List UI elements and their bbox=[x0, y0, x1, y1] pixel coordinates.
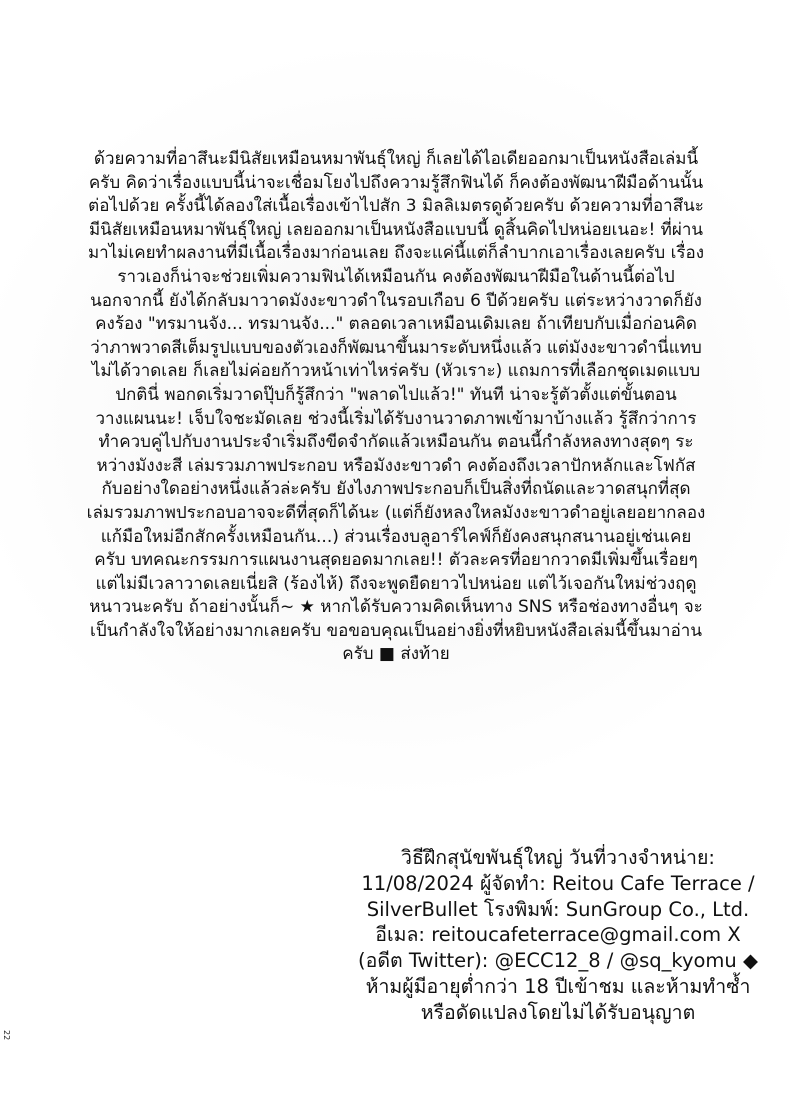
afterword-text: ด้วยความที่อาสึนะมีนิสัยเหมือนหมาพันธุ์ใหญ่ ก็เลยได้ไอเดียออกมาเป็นหนังสือเล่มนี้ครับ คิดว่าเรื่องแบบนี้น่าจะเชื่อมโยงไปถึงความรู้สึกฟินได้ ก็คงต้องพัฒนาฝีมือด้านนั้นต่อไปด้วย ครั้งนี้ได้ลองใส่เนื้อเรื่องเข้าไปสัก 3 มิลลิเมตรดูด้วยครับ ด้วยความที่อาสึนะมีนิสัยเหมือนหมาพันธุ์ใหญ่ เลยออกมาเป็นหนังสือแบบนี้ ดูสิ้นคิดไปหน่อยเนอะ! ที่ผ่านมาไม่เคยทำผลงานที่มีเนื้อเรื่องมาก่อนเลย ถึงจะแค่นี้แต่ก็ลำบากเอาเรื่องเลยครับ เรื่องราวเองก็น่าจะช่วยเพิ่มความฟินได้เหมือนกัน คงต้องพัฒนาฝีมือในด้านนี้ต่อไป นอกจากนี้ ยังได้กลับมาวาดมังงะขาวดำในรอบเกือบ 6 ปีด้วยครับ แต่ระหว่างวาดก็ยังคงร้อง "ทรมานจัง... ทรมานจัง..." ตลอดเวลาเหมือนเดิมเลย ถ้าเทียบกับเมื่อก่อนคิดว่าภาพวาดสีเต็มรูปแบบของตัวเองก็พัฒนาขึ้นมาระดับหนึ่งแล้ว แต่มังงะขาวดำนี่แทบไม่ได้วาดเลย ก็เลยไม่ค่อยก้าวหน้าเท่าไหร่ครับ (หัวเราะ) แถมการที่เลือกชุดเมดแบบปกตินี่ พอกดเริ่มวาดปุ๊บก็รู้สึกว่า "พลาดไปแล้ว!" ทันที น่าจะรู้ตัวตั้งแต่ขั้นตอนวางแผนนะ! เจ็บใจชะมัดเลย ช่วงนี้เริ่มได้รับงานวาดภาพเข้ามาบ้างแล้ว รู้สึกว่าการทำควบคู่ไปกับงานประจำเริ่มถึงขีดจำกัดแล้วเหมือนกัน ตอนนี้กำลังหลงทางสุดๆ ระหว่างมังงะสี เล่มรวมภาพประกอบ หรือมังงะขาวดำ คงต้องถึงเวลาปักหลักและโฟกัสกับอย่างใดอย่างหนึ่งแล้วล่ะครับ ยังไงภาพประกอบก็เป็นสิ่งที่ถนัดและวาดสนุกที่สุด เล่มรวมภาพประกอบอาจจะดีที่สุดก็ได้นะ (แต่ก็ยังหลงใหลมังงะขาวดำอยู่เลยอยากลองแก้มือใหม่อีกสักครั้งเหมือนกัน...) ส่วนเรื่องบลูอาร์ไคฟ์ก็ยังคงสนุกสนานอยู่เช่นเคยครับ บทคณะกรรมการแผนงานสุดยอดมากเลย!! ตัวละครที่อยากวาดมีเพิ่มขึ้นเรื่อยๆ แต่ไม่มีเวลาวาดเลยเนี่ยสิ (ร้องไห้) ถึงจะพูดยืดยาวไปหน่อย แต่ไว้เจอกันใหม่ช่วงฤดูหนาวนะครับ ถ้าอย่างนั้นก็~ ★ หากได้รับความคิดเห็นทาง SNS หรือช่องทางอื่นๆ จะเป็นกำลังใจให้อย่างมากเลยครับ ขอขอบคุณเป็นอย่างยิ่งที่หยิบหนังสือเล่มนี้ขึ้นมาอ่านครับ ■ ส่งท้าย bbox=[86, 149, 706, 665]
colophon-text: วิธีฝึกสุนัขพันธุ์ใหญ่ วันที่วางจำหน่าย: 11/08/2024 ผู้จัดทำ: Reitou Cafe Terrace / SilverBullet โรงพิมพ์: SunGroup Co., Ltd. อีเมล: reitoucafeterrace@gmail.com X (อดีต Twitter): @ECC12_8 / @sq_kyomu ◆ ห้ามผู้มีอายุต่ำกว่า 18 ปีเข้าชม และห้ามทำซ้ำหรือดัดแปลงโดยไม่ได้รับอนุญาต bbox=[358, 846, 758, 1024]
page-number: 22 bbox=[2, 1030, 11, 1041]
